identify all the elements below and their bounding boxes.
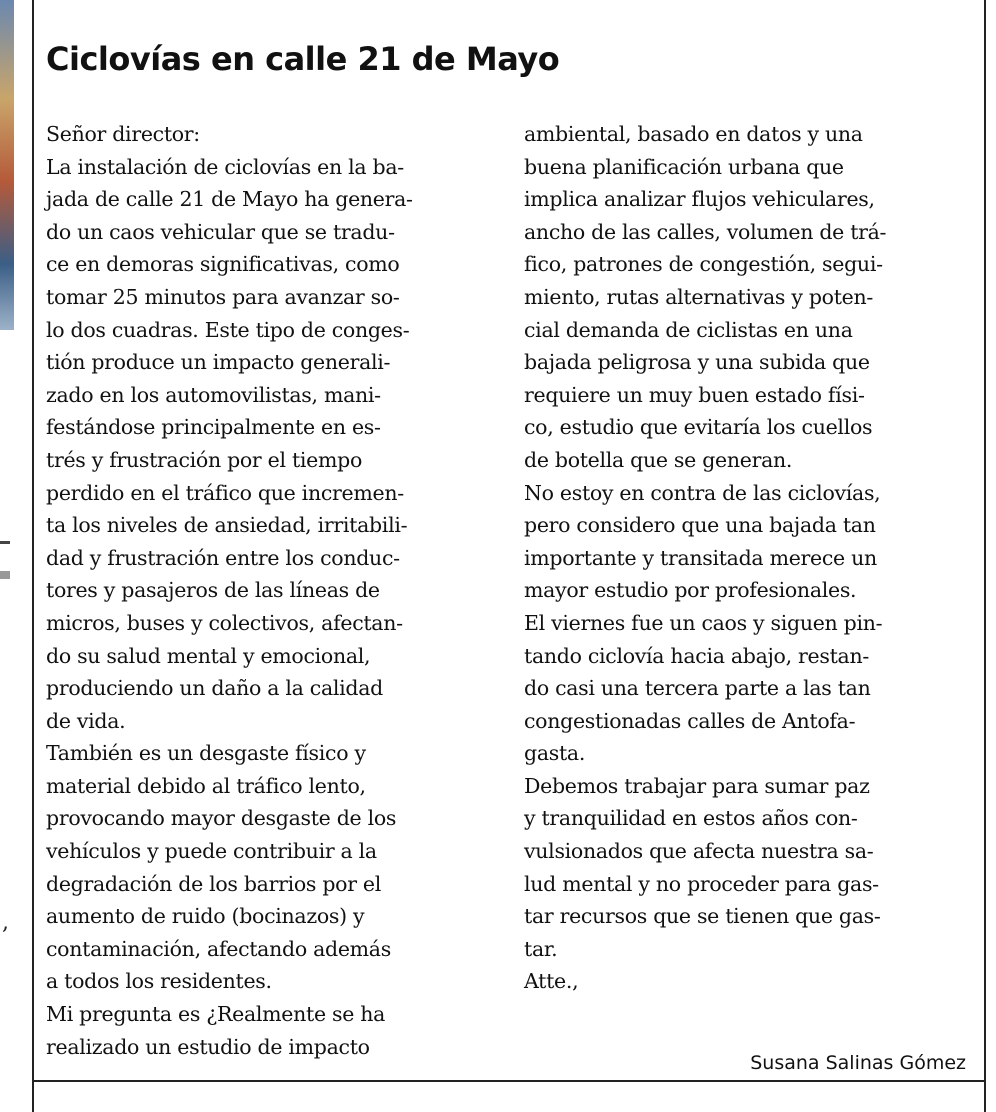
text-line: lud mental y no proceder para gas-: [524, 871, 879, 896]
frame-left-border: [32, 0, 34, 1112]
text-line: festándose principalmente en es-: [46, 415, 381, 440]
frame-bottom-rule: [34, 1080, 984, 1082]
author-signature: Susana Salinas Gómez: [750, 1052, 966, 1074]
text-line: gasta.: [524, 741, 586, 766]
text-line: ambiental, basado en datos y una: [524, 122, 863, 146]
text-line: ancho de las calles, volumen de trá-: [524, 219, 887, 244]
adjacent-photo-fragment: [0, 0, 14, 330]
text-line: Atte.,: [524, 969, 579, 994]
text-line: de botella que se generan.: [524, 447, 793, 472]
text-line: tar recursos que se tienen que gas-: [524, 904, 881, 929]
text-line: jada de calle 21 de Mayo ha genera-: [46, 187, 413, 212]
right-text-column: [524, 118, 972, 998]
text-line: La instalación de ciclovías en la ba-: [46, 154, 404, 179]
text-line: importante y transitada merece un: [524, 545, 877, 570]
text-line: material debido al tráfico lento,: [46, 773, 366, 798]
text-line: produciendo un daño a la calidad: [46, 676, 383, 701]
text-line: aumento de ruido (bocinazos) y: [46, 904, 365, 929]
text-line: realizado un estudio de impacto: [46, 1034, 370, 1059]
text-line: ta los niveles de ansiedad, irritabili-: [46, 513, 408, 538]
text-line: micros, buses y colectivos, afectan-: [46, 610, 403, 635]
text-line: cial demanda de ciclistas en una: [524, 317, 853, 342]
text-line: implica analizar flujos vehiculares,: [524, 187, 875, 212]
text-line: zado en los automovilistas, mani-: [46, 382, 381, 407]
text-line: miento, rutas alternativas y poten-: [524, 284, 874, 309]
adjacent-column-rule: [0, 541, 10, 544]
text-line: fico, patrones de congestión, segui-: [524, 252, 883, 277]
text-line: ce en demoras significativas, como: [46, 252, 400, 277]
text-line: También es un desgaste físico y: [46, 741, 366, 766]
text-line: degradación de los barrios por el: [46, 871, 381, 896]
text-line: do su salud mental y emocional,: [46, 643, 371, 668]
text-line: Mi pregunta es ¿Realmente se ha: [46, 1002, 386, 1027]
text-line: tores y pasajeros de las líneas de: [46, 578, 380, 603]
text-line: El viernes fue un caos y siguen pin-: [524, 610, 883, 635]
text-line: a todos los residentes.: [46, 969, 272, 994]
adjacent-column-mark: [0, 571, 10, 579]
text-line: requiere un muy buen estado físi-: [524, 382, 865, 407]
text-line: provocando mayor desgaste de los: [46, 806, 397, 831]
text-line: vulsionados que afecta nuestra sa-: [524, 839, 874, 864]
text-line: No estoy en contra de las ciclovías,: [524, 480, 881, 505]
left-text-column: [46, 118, 502, 1063]
text-line: contaminación, afectando además: [46, 936, 391, 961]
text-line: do un caos vehicular que se tradu-: [46, 219, 395, 244]
text-line: congestionadas calles de Antofa-: [524, 708, 856, 733]
text-line: Debemos trabajar para sumar paz: [524, 773, 870, 798]
adjacent-text-fragment: ,: [2, 910, 9, 935]
text-line: y tranquilidad en estos años con-: [524, 806, 858, 831]
text-line: tando ciclovía hacia abajo, restan-: [524, 643, 869, 668]
text-line: pero considero que una bajada tan: [524, 513, 876, 538]
text-line: dad y frustración entre los conduc-: [46, 545, 400, 570]
text-line: lo dos cuadras. Este tipo de conges-: [46, 317, 410, 342]
text-line: tomar 25 minutos para avanzar so-: [46, 284, 400, 309]
text-line: do casi una tercera parte a las tan: [524, 676, 871, 701]
text-line: mayor estudio por profesionales.: [524, 578, 857, 603]
text-line: de vida.: [46, 708, 126, 733]
frame-right-border: [984, 0, 986, 1112]
article-title: Ciclovías en calle 21 de Mayo: [46, 40, 560, 78]
text-line: perdido en el tráfico que incremen-: [46, 480, 404, 505]
text-line: vehículos y puede contribuir a la: [46, 839, 377, 864]
text-line: trés y frustración por el tiempo: [46, 447, 362, 472]
text-line: bajada peligrosa y una subida que: [524, 350, 870, 375]
text-line: tar.: [524, 936, 558, 961]
text-line: buena planificación urbana que: [524, 154, 844, 179]
text-line: tión produce un impacto generali-: [46, 350, 391, 375]
text-line: co, estudio que evitaría los cuellos: [524, 415, 873, 440]
text-line: Señor director:: [46, 122, 200, 146]
